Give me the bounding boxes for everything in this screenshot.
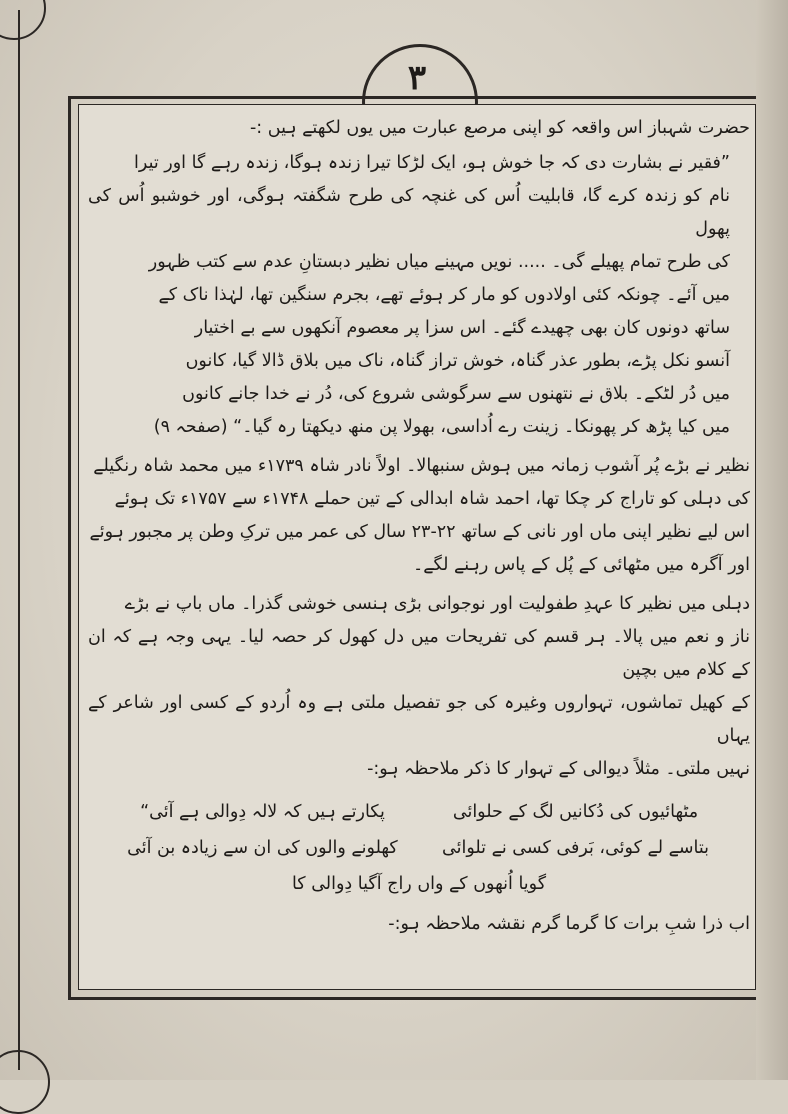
bottom-left-corner-ornament: [0, 1050, 50, 1114]
poem-hemistich-right: بتاسے لے کوئی، بَرفی کسی نے تلوائی: [442, 838, 710, 858]
intro-heading: حضرت شہباز اس واقعہ کو اپنی مرصع عبارت میں یوں لکھتے ہیں :-: [249, 118, 750, 138]
paragraph-line: ناز و نعم میں پالا۔ ہر قسم کی تفریحات میں دل کھول کر حصہ لیا۔ یہی وجہ ہے کہ ان کے کلام میں بچپن: [88, 627, 750, 680]
quote-line: آنسو نکل پڑے، بطور عذر گناہ، خوش تراز گناہ، ناک میں بلاق ڈالا گیا، کانوں: [185, 351, 730, 371]
paragraph-childhood: [88, 588, 750, 786]
poem-couplet: [88, 794, 750, 830]
quote-line: ”فقیر نے بشارت دی کہ جا خوش ہو، ایک لڑکا تیرا زندہ ہوگا، زندہ رہے گا اور تیرا: [134, 153, 730, 173]
quote-line: کی طرح تمام پھیلے گی۔ ..... نویں مہینے میاں نظیر دبستانِ عدم سے کتب ظہور: [148, 252, 730, 272]
page-body: [88, 112, 750, 982]
quote-line: میں آئے۔ چونکہ کئی اولادوں کو مار کر ہوئے تھے، بجرم سنگین تھا، لہٰذا ناک کے: [158, 285, 730, 305]
poem-final-line: گویا اُنھوں کے واں راج آگیا دِوالی کا: [291, 874, 547, 894]
paragraph-line: نہیں ملتی۔ مثلاً دیوالی کے تہوار کا ذکر ملاحظہ ہو:-: [367, 759, 750, 779]
page-edge-shadow: [756, 0, 788, 1080]
closing-line: اب ذرا شبِ برات کا گرما گرم نقشہ ملاحظہ ہو:-: [388, 914, 750, 934]
poem-hemistich-right: مٹھائیوں کی دُکانیں لگ کے حلوائی: [452, 802, 699, 822]
paragraph-line: دہلی میں نظیر کا عہدِ طفولیت اور نوجوانی بڑی ہنسی خوشی گذرا۔ ماں باپ نے بڑے: [124, 594, 750, 614]
quote-line: نام کو زندہ کرے گا، قابلیت اُس کی غنچہ کی طرح شگفتہ ہوگی، اور خوشبو اُس کی پھول: [88, 186, 730, 239]
paragraph-history: [88, 450, 750, 582]
paragraph-line: کے کھیل تماشوں، تہواروں وغیرہ کی جو تفصیل ملتی ہے وہ اُردو کے کسی اور شاعر کے یہاں: [88, 693, 750, 746]
poem-hemistich-left: پکارتے ہیں کہ لالہ دِوالی ہے آئی“: [140, 802, 385, 822]
quotation-block: [88, 147, 750, 444]
top-left-corner-ornament: [0, 0, 46, 40]
paragraph-line: اور آگرہ میں مٹھائی کے پُل کے پاس رہنے لگے۔: [412, 555, 750, 575]
page-number: ۳: [407, 58, 427, 98]
paragraph-line: کی دہلی کو تاراج کر چکا تھا، احمد شاہ ابدالی کے تین حملے ۱۷۴۸ء سے ۱۷۵۷ء تک ہوئے: [114, 489, 750, 509]
paragraph-line: اس لیے نظیر اپنی ماں اور نانی کے ساتھ ۲۲-۲۳ سال کی عمر میں ترکِ وطن پر مجبور ہوئے: [89, 522, 750, 542]
quote-line: میں دُر لٹکے۔ بلاق نے نتھنوں سے سرگوشی شروع کی، دُر نے خدا جانے کانوں: [182, 384, 730, 404]
quote-line: ساتھ دونوں کان بھی چھیدے گئے۔ اس سزا پر معصوم آنکھوں سے بے اختیار: [194, 318, 730, 338]
poem-couplet: [88, 830, 750, 866]
poem-block: [88, 794, 750, 902]
poem-hemistich-left: کھلونے والوں کی ان سے زیادہ بن آئی: [127, 838, 398, 858]
quote-line: میں کیا پڑھ کر پھونکا۔ زینت رے اُداسی، بھولا پن منھ دیکھتا رہ گیا۔“ (صفحہ ۹): [153, 417, 730, 437]
paragraph-line: نظیر نے بڑے پُر آشوب زمانہ میں ہوش سنبھالا۔ اولاً نادر شاہ ۱۷۳۹ء میں محمد شاہ رنگیلے: [93, 456, 750, 476]
